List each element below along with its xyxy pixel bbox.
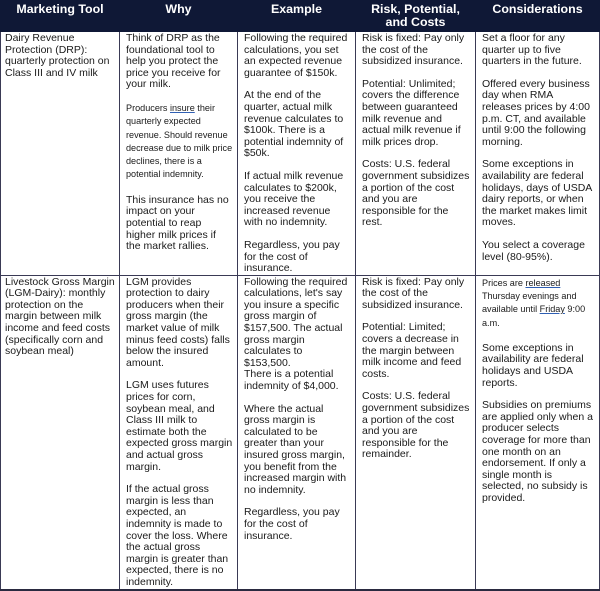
example-paragraph: If actual milk revenue calculates to $200k, you receive the increased revenue with no indemnity.: [244, 169, 344, 229]
header-example: Example: [238, 1, 356, 32]
table-row-drp: [1, 32, 600, 276]
cell-risk: [356, 275, 476, 589]
header-risk-potential-costs: Risk, Potential, and Costs: [356, 1, 476, 32]
example-paragraph: Regardless, you pay for the cost of insurance.: [244, 238, 340, 275]
considerations-paragraph: Some exceptions in availability are federal holidays and USDA reports.: [482, 341, 584, 389]
considerations-paragraph: [482, 277, 595, 330]
text: their quarterly expected revenue. Should revenue decrease due to milk price declines, there is a potential indemnity.: [126, 102, 233, 180]
considerations-paragraph: Offered every business day when RMA releases prices by 4:00 p.m. CT, and available until 9:00 the following morning.: [482, 77, 590, 148]
table-row-lgm: [1, 275, 600, 589]
potential-paragraph: Potential: Unlimited; covers the difference between guaranteed milk revenue and actual milk revenue if milk prices drop.: [362, 77, 461, 148]
cell-why: [120, 32, 238, 276]
insure-link[interactable]: insure: [169, 102, 195, 113]
why-paragraph: LGM uses futures prices for corn, soybean meal, and Class III milk to estimate both the expected gross margin and actual gross margin.: [126, 379, 233, 473]
considerations-paragraph: Set a floor for any quarter up to five quarters in the future.: [482, 32, 582, 68]
cell-risk: [356, 32, 476, 276]
costs-paragraph: Costs: U.S. federal government subsidizes a portion of the cost and you are responsible for the remainder.: [362, 390, 470, 461]
why-paragraph: [126, 102, 233, 182]
example-paragraph: At the end of the quarter, actual milk revenue calculates to $100k. There is a potential indemnity of $50k.: [244, 89, 344, 160]
header-marketing-tool: Marketing Tool: [1, 1, 120, 32]
why-paragraph: If the actual gross margin is less than expected, an indemnity is made to cover the loss. Where the actual gross margin is greater than expected, there is no indemnity.: [126, 483, 229, 588]
friday-link[interactable]: Friday: [539, 304, 565, 315]
risk-paragraph: Risk is fixed: Pay only the cost of the subsidized insurance.: [362, 275, 465, 311]
cell-considerations: [476, 275, 600, 589]
cell-why: [120, 275, 238, 589]
tool-name: Dairy Revenue Protection (DRP): quarterly protection on Class III and IV milk: [5, 32, 110, 79]
header-why: Why: [120, 1, 238, 32]
text: Prices are: [482, 277, 526, 288]
why-paragraph: LGM provides protection to dairy producers when their gross margin (the market value of milk minus feed costs) falls below the insured amount.: [126, 275, 230, 369]
considerations-paragraph: Some exceptions in availability are federal holidays, days of USDA dairy reports, or when the market makes limit moves.: [482, 158, 592, 229]
cell-example: [238, 32, 356, 276]
cell-considerations: [476, 32, 600, 276]
tool-name: Livestock Gross Margin (LGM-Dairy): monthly protection on the margin between milk income and feed costs (specifically corn and soybean meal): [5, 275, 115, 358]
released-link[interactable]: released: [525, 277, 561, 288]
risk-paragraph: Risk is fixed: Pay only the cost of the subsidized insurance.: [362, 32, 465, 68]
considerations-paragraph: Subsidies on premiums are applied only when a producer selects coverage for more than one month on an endorsement. If only a single month is selected, no subsidy is provided.: [482, 399, 593, 504]
considerations-paragraph: You select a coverage level (80-95%).: [482, 238, 585, 263]
text: Thursday evenings and available until: [482, 290, 577, 315]
why-paragraph: This insurance has no impact on your potential to reap higher milk prices if the market rallies.: [126, 193, 229, 253]
text: 9:00 a.m.: [482, 304, 586, 328]
cell-tool: [1, 32, 120, 276]
example-paragraph: Where the actual gross margin is calculated to be greater than your insured gross margin, you benefit from the increased margin with no indemnity.: [244, 402, 347, 496]
example-paragraph: There is a potential indemnity of $4,000.: [244, 368, 339, 393]
cell-tool: [1, 275, 120, 589]
potential-paragraph: Potential: Limited; covers a decrease in the margin between milk income and feed costs.: [362, 321, 462, 380]
why-paragraph: Think of DRP as the foundational tool to help you protect the price you receive for your milk.: [126, 32, 221, 91]
example-paragraph: Following the required calculations, you set an expected revenue guarantee of $150k.: [244, 32, 348, 79]
example-paragraph: Following the required calculations, let's say you insure a specific gross margin of $157,500. The actual gross margin calculates to $153,500.: [244, 275, 348, 369]
header-row: [1, 1, 600, 32]
example-paragraph: Regardless, you pay for the cost of insurance.: [244, 506, 340, 542]
text: Producers: [126, 102, 170, 113]
costs-paragraph: Costs: U.S. federal government subsidizes a portion of the cost and you are responsible for the rest.: [362, 158, 470, 229]
cell-example: [238, 275, 356, 589]
header-considerations: Considerations: [476, 1, 600, 32]
